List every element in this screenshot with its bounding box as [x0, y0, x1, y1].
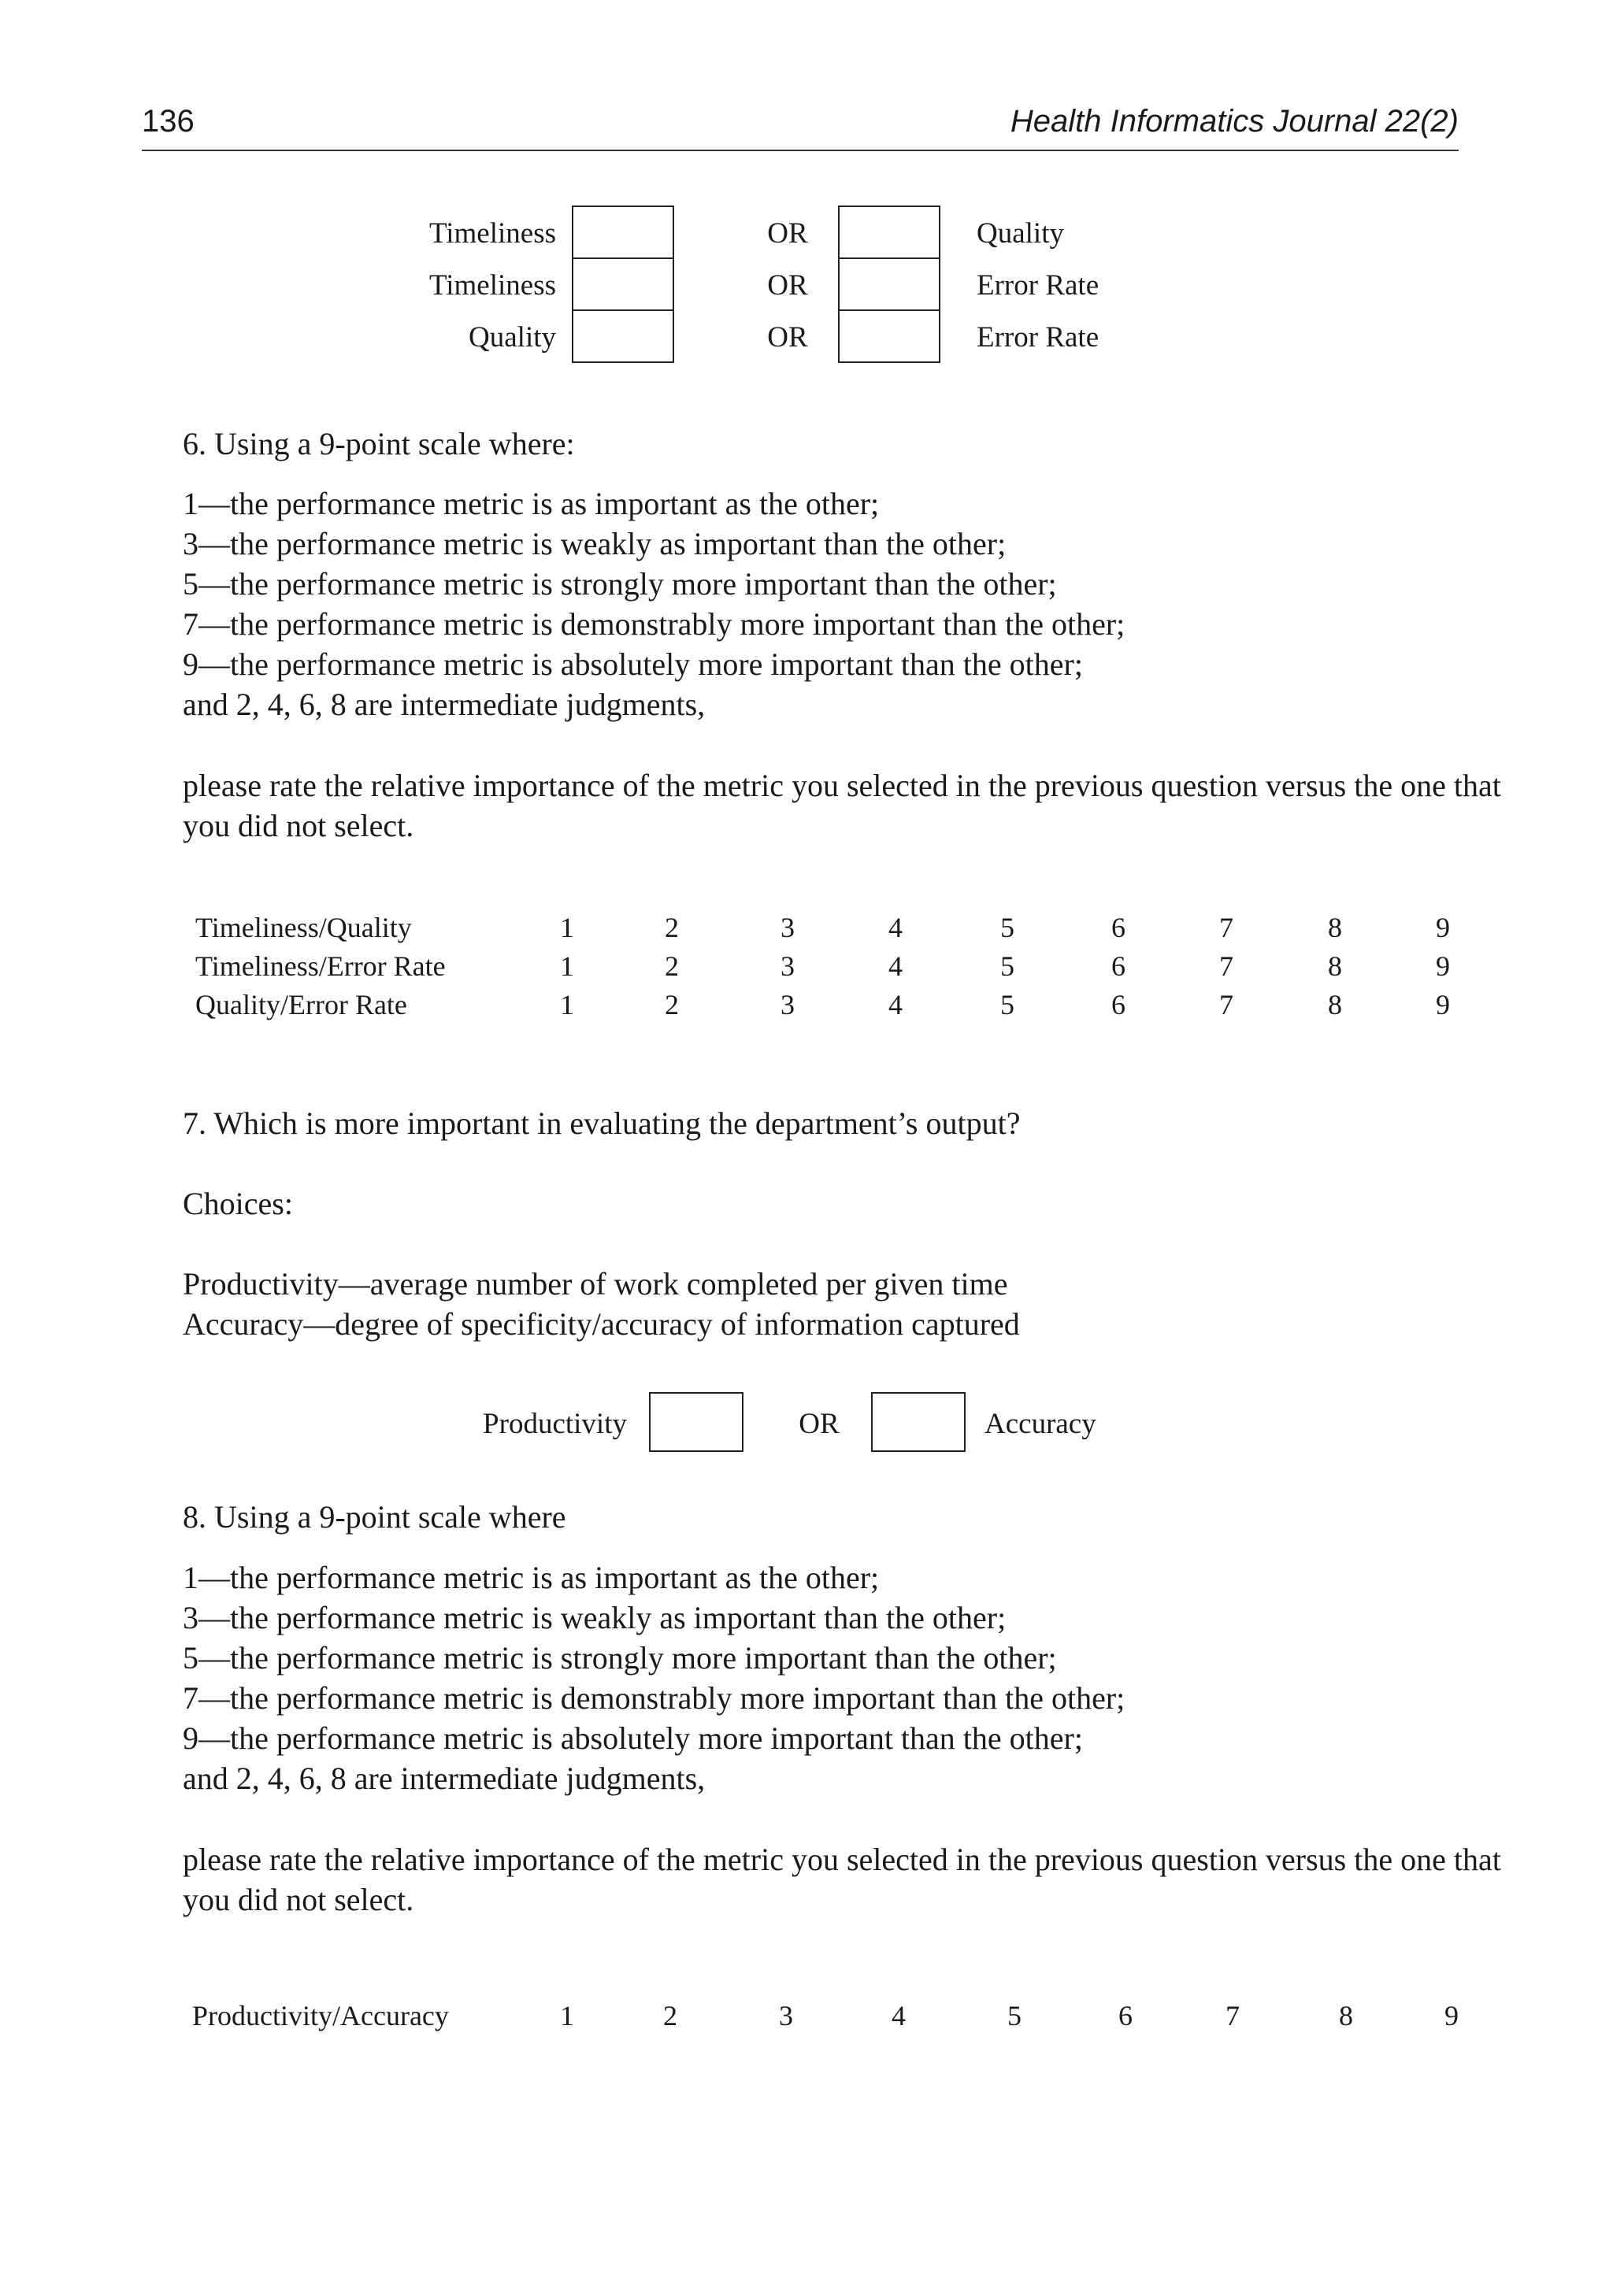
rating-option[interactable]: 9 [1436, 912, 1450, 943]
rating-option[interactable]: 3 [781, 950, 795, 982]
rating-option[interactable]: 5 [1007, 2000, 1022, 2031]
rating-option[interactable]: 1 [560, 950, 574, 982]
or-label: OR [767, 321, 808, 354]
rating-option[interactable]: 4 [888, 912, 903, 943]
rating-option[interactable]: 1 [560, 912, 574, 943]
rating-option[interactable]: 9 [1444, 2000, 1459, 2031]
choice-right-label: Accuracy [984, 1408, 1096, 1440]
rating-option[interactable]: 5 [1000, 950, 1014, 982]
rating-row-label: Quality/Error Rate [195, 989, 407, 1020]
q6-heading: 6. Using a 9-point scale where: [183, 426, 575, 461]
journal-title: Health Informatics Journal 22(2) [1010, 104, 1459, 139]
rating-option[interactable]: 6 [1118, 2000, 1133, 2031]
rating-option[interactable]: 6 [1111, 950, 1125, 982]
rating-option[interactable]: 7 [1219, 950, 1233, 982]
rating-option[interactable]: 8 [1328, 950, 1342, 982]
choice-left-label: Productivity [483, 1408, 627, 1440]
q6-scale-definitions [183, 483, 1125, 724]
scale-line: and 2, 4, 6, 8 are intermediate judgments, [183, 687, 706, 722]
q6-instruction: please rate the relative importance of the metric you selected in the previous question versus the one that you did not select. [183, 768, 1501, 843]
definition-line: Accuracy—degree of specificity/accuracy of information captured [183, 1306, 1020, 1342]
rating-option[interactable]: 4 [888, 989, 903, 1020]
choice-left-checkbox[interactable] [572, 309, 674, 363]
q7-heading: 7. Which is more important in evaluating the department’s output? [183, 1105, 1021, 1141]
rating-option[interactable]: 6 [1111, 912, 1125, 943]
rating-option[interactable]: 7 [1226, 2000, 1240, 2031]
definition-line: Productivity—average number of work completed per given time [183, 1266, 1008, 1302]
choice-right-checkbox[interactable] [838, 206, 940, 259]
page-number: 136 [142, 104, 195, 139]
rating-option[interactable]: 8 [1339, 2000, 1353, 2031]
scale-line: and 2, 4, 6, 8 are intermediate judgments, [183, 1761, 706, 1796]
q7-choices-label: Choices: [183, 1186, 293, 1221]
choice-left-checkbox[interactable] [649, 1392, 743, 1452]
q7-definitions [183, 1264, 1020, 1344]
q8-heading: 8. Using a 9-point scale where [183, 1499, 566, 1535]
rating-option[interactable]: 6 [1111, 989, 1125, 1020]
rating-option[interactable]: 2 [665, 950, 679, 982]
rating-row-label: Timeliness/Quality [195, 912, 412, 943]
q8-instruction: please rate the relative importance of the metric you selected in the previous question versus the one that you did not select. [183, 1842, 1501, 1917]
header-rule [142, 150, 1459, 151]
choice-right-checkbox[interactable] [838, 257, 940, 311]
scale-line: 9—the performance metric is absolutely more important than the other; [183, 646, 1083, 682]
rating-option[interactable]: 4 [888, 950, 903, 982]
choice-left-label: Timeliness [428, 269, 556, 302]
rating-row-label: Timeliness/Error Rate [195, 950, 446, 982]
rating-option[interactable]: 1 [560, 2000, 574, 2031]
or-label: OR [767, 217, 808, 250]
scale-line: 5—the performance metric is strongly more important than the other; [183, 566, 1057, 602]
rating-option[interactable]: 9 [1436, 950, 1450, 982]
choice-right-label: Quality [977, 217, 1064, 250]
rating-option[interactable]: 5 [1000, 989, 1014, 1020]
or-label: OR [767, 269, 808, 302]
rating-option[interactable]: 3 [779, 2000, 793, 2031]
scale-line: 1—the performance metric is as important as the other; [183, 1560, 880, 1595]
choice-right-label: Error Rate [977, 321, 1099, 354]
scale-line: 5—the performance metric is strongly more important than the other; [183, 1640, 1057, 1676]
scale-line: 3—the performance metric is weakly as important than the other; [183, 1600, 1007, 1635]
rating-option[interactable]: 8 [1328, 989, 1342, 1020]
q8-scale-definitions [183, 1557, 1125, 1798]
rating-option[interactable]: 7 [1219, 912, 1233, 943]
rating-option[interactable]: 3 [781, 989, 795, 1020]
rating-option[interactable]: 9 [1436, 989, 1450, 1020]
rating-option[interactable]: 8 [1328, 912, 1342, 943]
rating-row-label: Productivity/Accuracy [192, 2000, 449, 2031]
choice-left-label: Timeliness [428, 217, 556, 250]
scale-line: 3—the performance metric is weakly as important than the other; [183, 526, 1007, 561]
choice-right-checkbox[interactable] [838, 309, 940, 363]
scale-line: 9—the performance metric is absolutely more important than the other; [183, 1720, 1083, 1756]
scale-line: 7—the performance metric is demonstrably more important than the other; [183, 606, 1125, 642]
or-label: OR [799, 1408, 840, 1440]
rating-option[interactable]: 2 [663, 2000, 677, 2031]
rating-option[interactable]: 1 [560, 989, 574, 1020]
rating-option[interactable]: 2 [665, 989, 679, 1020]
choice-left-checkbox[interactable] [572, 257, 674, 311]
rating-option[interactable]: 4 [892, 2000, 906, 2031]
choice-right-checkbox[interactable] [871, 1392, 966, 1452]
scale-line: 7—the performance metric is demonstrably more important than the other; [183, 1680, 1125, 1716]
choice-right-label: Error Rate [977, 269, 1099, 302]
rating-option[interactable]: 7 [1219, 989, 1233, 1020]
rating-option[interactable]: 5 [1000, 912, 1014, 943]
choice-left-label: Quality [469, 321, 556, 354]
scale-line: 1—the performance metric is as important as the other; [183, 486, 880, 521]
rating-option[interactable]: 3 [781, 912, 795, 943]
choice-left-checkbox[interactable] [572, 206, 674, 259]
rating-option[interactable]: 2 [665, 912, 679, 943]
